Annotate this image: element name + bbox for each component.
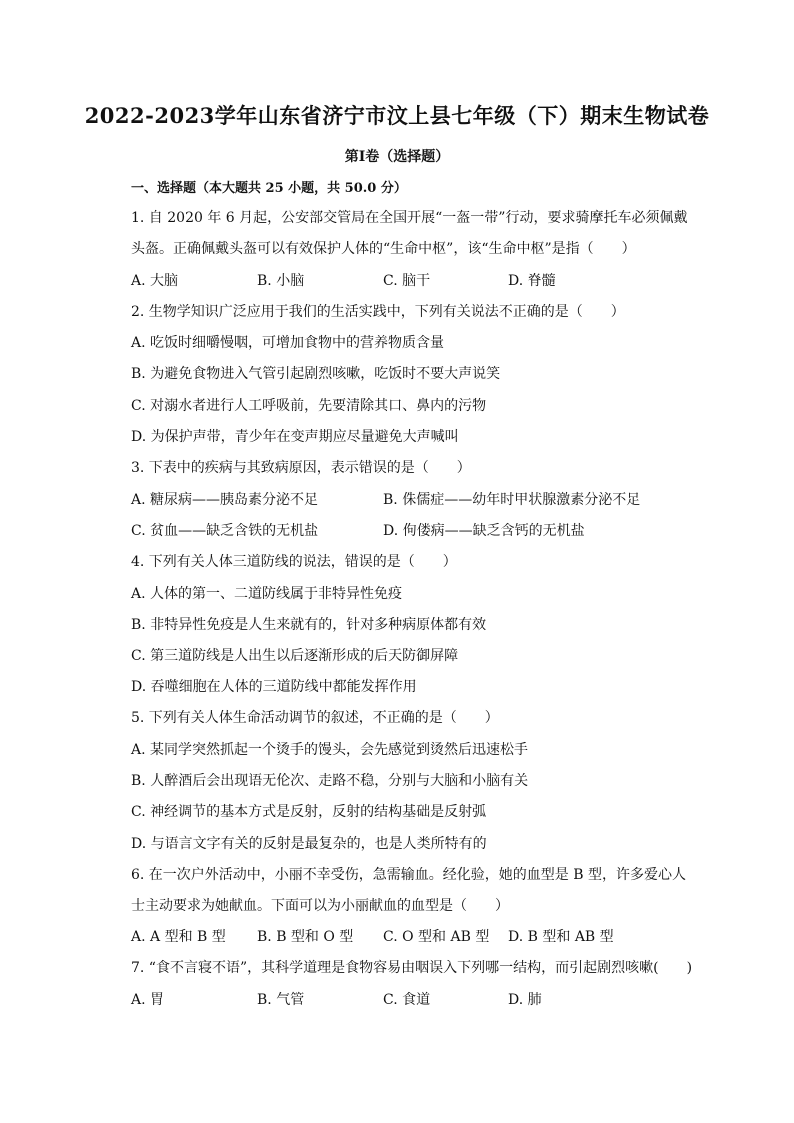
question-6-option-d: D. B 型和 AB 型: [508, 929, 614, 945]
question-1-line-1: 1. 自 2020 年 6 月起，公安部交管局在全国开展“一盔一带”行动，要求骑摩托车必须佩戴: [131, 210, 688, 226]
question-6-line-2: 士主动要求为她献血。下面可以为小丽献血的血型是（ ）: [131, 898, 509, 914]
question-7-option-b: B. 气管: [257, 992, 305, 1008]
question-7-option-c: C. 食道: [383, 992, 431, 1008]
question-2-option-b: B. 为避免食物进入气管引起剧烈咳嗽，吃饭时不要大声说笑: [131, 366, 501, 382]
question-5-option-c: C. 神经调节的基本方式是反射，反射的结构基础是反射弧: [131, 804, 487, 820]
question-6-option-b: B. B 型和 O 型: [257, 929, 354, 945]
question-3-option-d: D. 佝偻病——缺乏含钙的无机盐: [383, 523, 585, 539]
question-7-line-1: 7. “食不言寝不语”，其科学道理是食物容易由咽误入下列哪一结构，而引起剧烈咳嗽( ): [131, 960, 693, 976]
part-subtitle: 第Ⅰ卷（选择题）: [344, 149, 450, 165]
question-6-option-c: C. O 型和 AB 型: [383, 929, 490, 945]
question-2-option-a: A. 吃饭时细嚼慢咽，可增加食物中的营养物质含量: [131, 335, 445, 351]
question-5-option-a: A. 某同学突然抓起一个烫手的馒头，会先感觉到烫然后迅速松手: [131, 742, 529, 758]
question-5-option-d: D. 与语言文字有关的反射是最复杂的，也是人类所特有的: [131, 836, 487, 852]
question-3-line-1: 3. 下表中的疾病与其致病原因，表示错误的是（ ）: [131, 460, 471, 476]
question-1-option-a: A. 大脑: [131, 273, 179, 289]
page-title: 2022-2023学年山东省济宁市汶上县七年级（下）期末生物试卷: [84, 103, 710, 128]
question-4-option-a: A. 人体的第一、二道防线属于非特异性免疫: [131, 586, 403, 602]
question-7-option-a: A. 胃: [131, 992, 165, 1008]
question-3-option-c: C. 贫血——缺乏含铁的无机盐: [131, 523, 319, 539]
question-6-line-1: 6. 在一次户外活动中，小丽不幸受伤，急需输血。经化验，她的血型是 B 型，许多爱心人: [131, 867, 686, 883]
question-5-line-1: 5. 下列有关人体生命活动调节的叙述，不正确的是（ ）: [131, 710, 499, 726]
question-4-option-b: B. 非特异性免疫是人生来就有的，针对多种病原体都有效: [131, 617, 487, 633]
question-1-line-2: 头盔。正确佩戴头盔可以有效保护人体的“生命中枢”，该“生命中枢”是指（ ）: [131, 241, 636, 257]
question-4-option-d: D. 吞噬细胞在人体的三道防线中都能发挥作用: [131, 679, 417, 695]
question-3-option-b: B. 侏儒症——幼年时甲状腺激素分泌不足: [383, 492, 641, 508]
question-7-option-d: D. 肺: [508, 992, 542, 1008]
question-2-line-1: 2. 生物学知识广泛应用于我们的生活实践中，下列有关说法不正确的是（ ）: [131, 304, 625, 320]
question-4-option-c: C. 第三道防线是人出生以后逐渐形成的后天防御屏障: [131, 648, 459, 664]
question-3-option-a: A. 糖尿病——胰岛素分泌不足: [131, 492, 319, 508]
question-4-line-1: 4. 下列有关人体三道防线的说法，错误的是（ ）: [131, 554, 457, 570]
question-5-option-b: B. 人醉酒后会出现语无伦次、走路不稳，分别与大脑和小脑有关: [131, 773, 529, 789]
question-1-option-d: D. 脊髓: [508, 273, 556, 289]
question-1-option-c: C. 脑干: [383, 273, 431, 289]
question-2-option-c: C. 对溺水者进行人工呼吸前，先要清除其口、鼻内的污物: [131, 398, 487, 414]
question-1-option-b: B. 小脑: [257, 273, 305, 289]
question-2-option-d: D. 为保护声带，青少年在变声期应尽量避免大声喊叫: [131, 429, 459, 445]
section-header: 一、选择题（本大题共 25 小题，共 50.0 分）: [131, 181, 407, 196]
question-6-option-a: A. A 型和 B 型: [131, 929, 226, 945]
